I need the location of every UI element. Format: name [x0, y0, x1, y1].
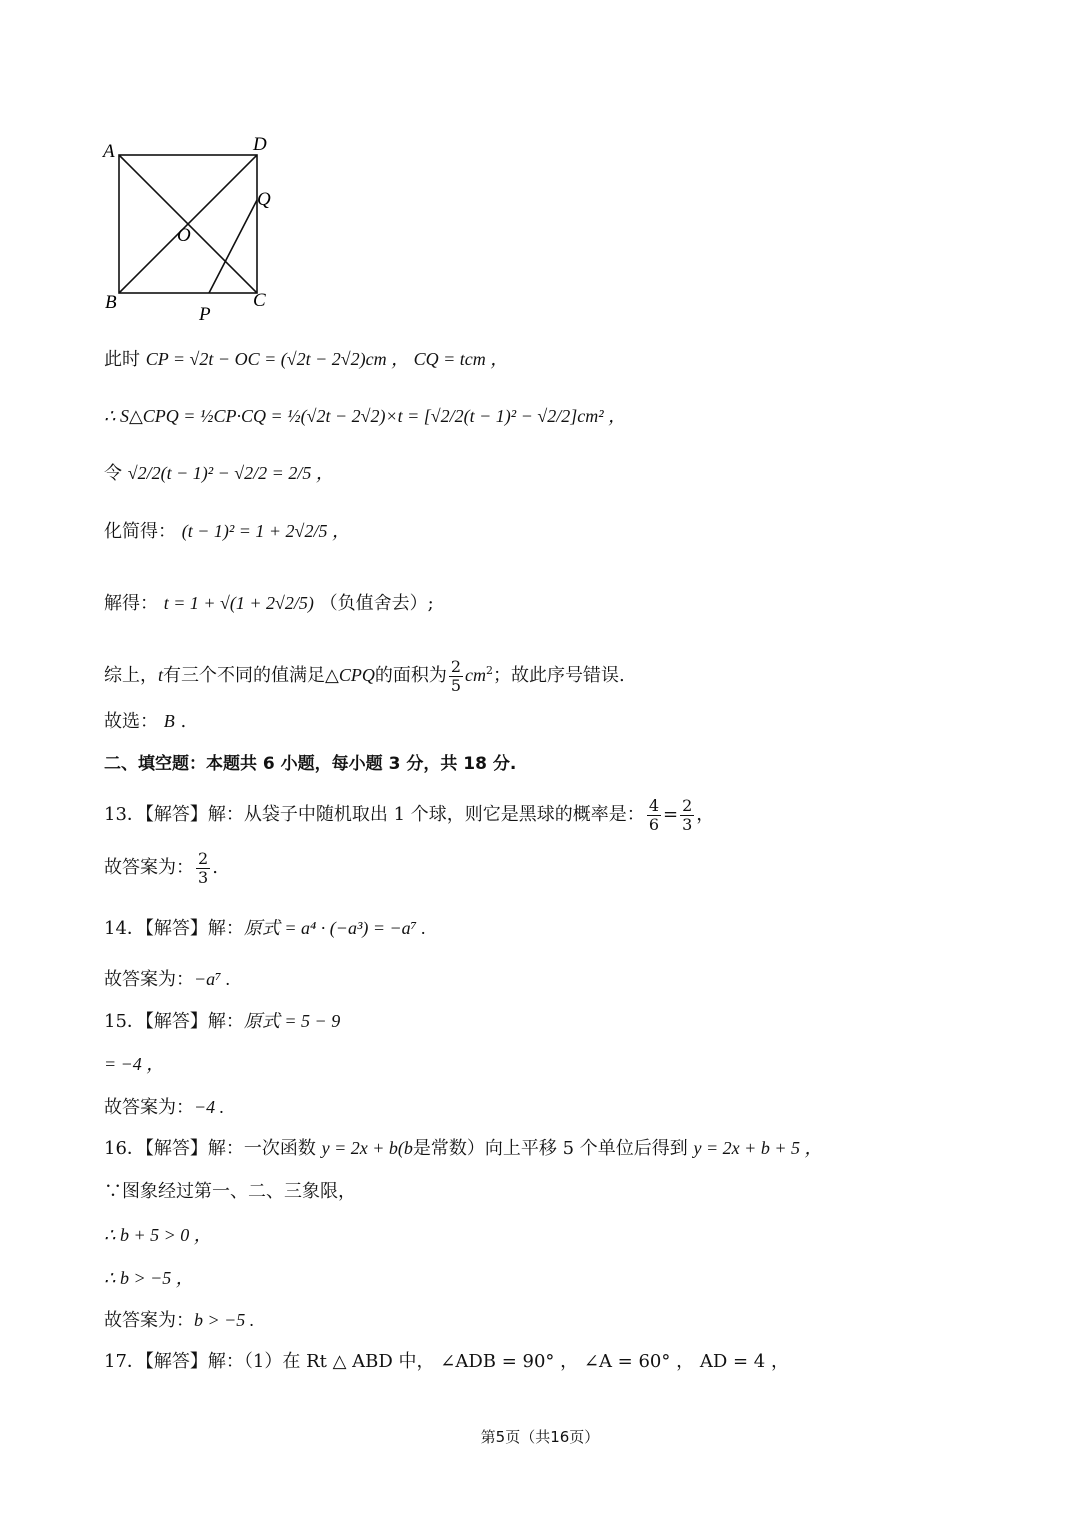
label-c: C: [253, 290, 266, 311]
text-prefix: 故答案为：: [104, 969, 194, 990]
equation: (t − 1)² = 1 + 2√2/5 ，: [181, 521, 350, 541]
q16-line: [104, 1137, 822, 1160]
equation: CP = √2t − OC = (√2t − 2√2)cm ， CQ = tcm ，: [145, 349, 509, 369]
fraction-answer: $\frac{2}{3}$: [198, 848, 209, 887]
text-prefix: 此时: [104, 349, 140, 370]
equation-2: y = 2x + b + 5 ，: [693, 1138, 823, 1158]
answer-value: B: [163, 711, 175, 731]
page-footer: 第5页（共16页）: [480, 1428, 600, 1446]
text-suffix: .: [180, 711, 187, 732]
var-t: t: [158, 665, 164, 685]
text-suffix: .: [212, 857, 218, 878]
line-let: [104, 462, 334, 485]
text-suffix: ；故此序号错误.: [493, 665, 625, 686]
text-suffix: （负值舍去）;: [319, 593, 434, 614]
q13-line: 13．【解答】解：从袋子中随机取出 1 个球，则它是黑球的概率是： $\frac{4}{6}$ = $\frac{2}{3}$ ，: [104, 795, 715, 834]
text-prefix: 故答案为：: [104, 857, 194, 878]
q14-answer: [104, 968, 230, 991]
q17-line: [104, 1351, 789, 1373]
equation: √2/2(t − 1)² − √2/2 = 2/5 ，: [127, 463, 334, 483]
text-prefix: 故答案为：: [104, 1310, 194, 1331]
q16-step-1: ∴ b + 5 > 0 ，: [104, 1225, 212, 1245]
section-heading: 二、填空题：本题共 6 小题，每小题 3 分，共 18 分.: [104, 754, 517, 774]
question-number: 15．【解答】解：: [104, 1011, 244, 1032]
question-text: 一次函数: [243, 1138, 316, 1159]
text-prefix: 故选：: [104, 711, 158, 732]
question-text: 从袋子中随机取出 1 个球，则它是黑球的概率是：: [243, 804, 645, 825]
q16-condition: ∵图象经过第一、二、三象限，: [104, 1181, 356, 1202]
answer-value: −4 .: [194, 1097, 225, 1117]
unit: cm: [465, 665, 487, 685]
equation-1: y = 2x + b(b: [321, 1138, 413, 1158]
line-choice: [104, 710, 186, 733]
label-q: Q: [257, 189, 271, 210]
q16-step-2: ∴ b > −5 ，: [104, 1268, 194, 1288]
answer-value: −a⁷ .: [194, 969, 231, 989]
text-middle: 有三个不同的值满足△: [163, 665, 339, 686]
fraction-two-fifths: $\frac{2}{5}$: [450, 656, 462, 695]
q16-answer: [104, 1309, 254, 1332]
q15-step: = −4 ，: [104, 1054, 165, 1074]
question-text: （1）在 Rt △ ABD 中， ∠ADB = 90° ， ∠A = 60° ， AD = 4 ，: [243, 1351, 789, 1372]
label-p: P: [199, 304, 211, 325]
text-middle2: 的面积为: [374, 665, 447, 686]
square-figure: [95, 130, 395, 330]
equation: 原式 = 5 − 9: [243, 1011, 341, 1031]
text-prefix: 化简得：: [104, 521, 176, 542]
label-a: A: [103, 141, 115, 162]
line-solve: [104, 592, 434, 615]
line-cp: [104, 348, 508, 371]
text-prefix: 令: [104, 463, 122, 484]
label-o: O: [177, 225, 191, 246]
line-simplify: [104, 520, 350, 543]
answer-value: b > −5 .: [194, 1310, 255, 1330]
equation: 原式 = a⁴ · (−a³) = −a⁷ .: [243, 918, 426, 938]
fraction-two-thirds: $\frac{2}{3}$: [682, 795, 693, 834]
q15-answer: [104, 1096, 224, 1119]
q14-line: [104, 917, 426, 940]
question-number: 16．【解答】解：: [104, 1138, 244, 1159]
label-b: B: [105, 292, 117, 313]
line-area: [104, 405, 626, 428]
question-number: 17．【解答】解：: [104, 1351, 244, 1372]
text-prefix: 综上，: [104, 665, 158, 686]
text-prefix: 故答案为：: [104, 1097, 194, 1118]
question-number: 13．【解答】解：: [104, 804, 244, 825]
text-prefix: 解得：: [104, 593, 158, 614]
segment-pq: [209, 200, 257, 293]
var-cpq: CPQ: [338, 665, 375, 685]
label-d: D: [253, 134, 267, 155]
equation: t = 1 + √(1 + 2√2/5): [163, 593, 314, 613]
question-text-2: 是常数）向上平移 5 个单位后得到: [412, 1138, 688, 1159]
q13-answer: [104, 848, 218, 888]
question-number: 14．【解答】解：: [104, 918, 244, 939]
line-summary: 综上，t有三个不同的值满足△CPQ的面积为 $\frac{2}{5}$ $cm^2$；故此序号错误.: [104, 656, 625, 695]
fraction-four-six: $\frac{4}{6}$: [648, 795, 659, 834]
equation: ∴ S△CPQ = ½CP·CQ = ½(√2t − 2√2)×t = [√2/2(t − 1)² − √2/2]cm² ，: [104, 406, 627, 426]
q15-line: [104, 1010, 340, 1033]
